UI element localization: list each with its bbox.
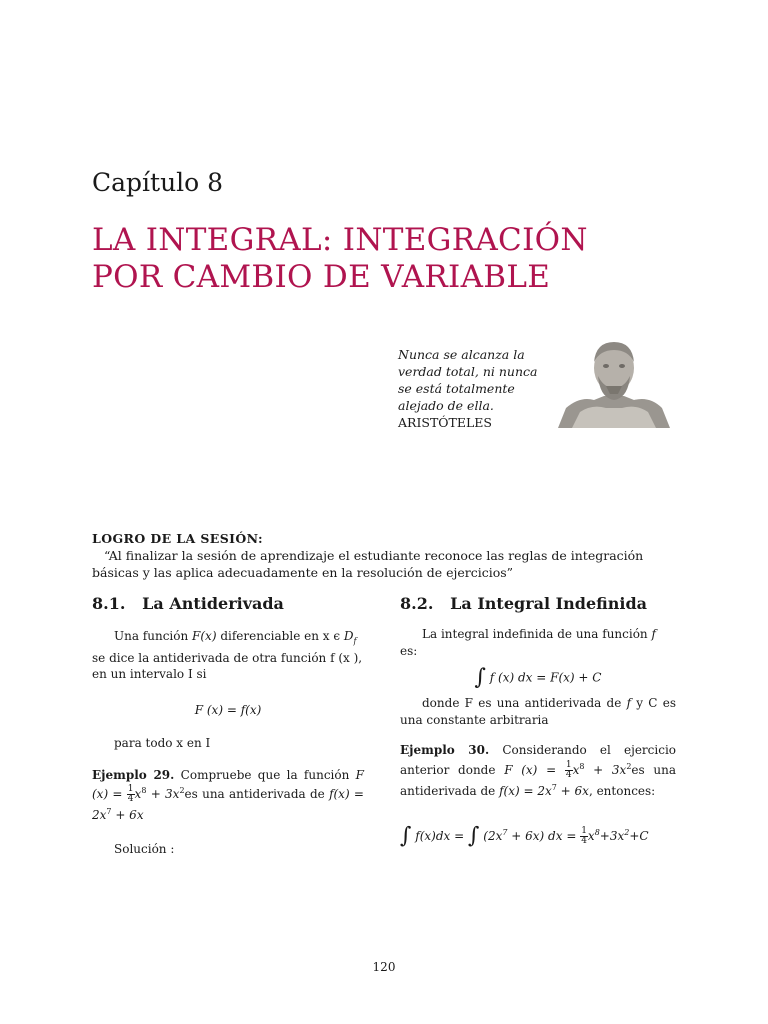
epigraph-line4: alejado de ella. — [398, 398, 494, 413]
epigraph-author: ARISTÓTELES — [398, 415, 492, 430]
indefinite-integral-intro: La integral indefinida de una función f es: — [400, 627, 656, 658]
section-title: La Integral Indefinida — [450, 594, 648, 613]
definition-paragraph: Una función F(x) diferenciable en x ϵ $D_f$ se dice la antiderivada de otra función f (x ), en un intervalo I si — [92, 629, 363, 682]
section-title: La Antiderivada — [142, 594, 284, 613]
equation-solution: ∫ f(x)dx = ∫ $(2x^7 + 6x)$ dx = $\frac{1}{4}$ $x^8+3x^2+C$ — [400, 823, 649, 849]
section-number: 8.1. — [92, 594, 126, 613]
equation-antiderivative: F (x) = f(x) — [194, 702, 262, 717]
section-8-1-heading — [92, 594, 284, 613]
integral-sign-icon: ∫ — [400, 823, 412, 849]
equation-indefinite-integral: ∫ f (x) dx = F(x) + C — [474, 665, 602, 690]
chapter-title-line2: POR CAMBIO DE VARIABLE — [92, 259, 551, 295]
chapter-label: Capítulo 8 — [92, 168, 224, 197]
epigraph-line2: verdad total, ni nunca — [398, 364, 538, 379]
chapter-title — [92, 222, 712, 296]
paragraph-para-todo: para todo x en I — [114, 736, 211, 751]
section-8-2-heading — [400, 594, 647, 613]
integral-sign-icon: ∫ — [468, 823, 480, 849]
paragraph-constant: donde F es una antiderivada de f y C es una constante arbitraria — [400, 696, 676, 727]
session-goal — [92, 530, 692, 581]
example-30: Ejemplo 30. Considerando el ejercicio anterior donde F (x) = $\frac{1}{4}$ $x^8 + 3x^2es$ una antiderivada de $f(x) = 2x^7 + 6x$, entonces: — [400, 743, 677, 798]
example-29: Ejemplo 29. Compruebe que la función F (x) = $\frac{1}{4}$ $x^8 + 3x^2es$ una antiderivada de $f(x) = 2x^7 + 6x$ — [92, 767, 364, 823]
aristotle-bust-image — [558, 334, 670, 428]
session-goal-heading: LOGRO DE LA SESIÓN: — [92, 531, 264, 546]
integral-sign-icon: ∫ — [474, 665, 486, 690]
session-goal-text: “Al finalizar la sesión de aprendizaje el estudiante reconoce las reglas de integración básicas y las aplica adecuadamente en la resolución de ejercicios” — [92, 548, 644, 580]
section-8-2-body — [400, 626, 676, 848]
epigraph — [398, 346, 548, 431]
epigraph-line1: Nunca se alcanza la — [398, 347, 525, 362]
chapter-title-line1: LA INTEGRAL: INTEGRACIÓN — [92, 222, 588, 258]
section-8-1-body — [92, 628, 364, 857]
page-number: 120 — [372, 960, 396, 974]
epigraph-line3: se está totalmente — [398, 381, 515, 396]
section-number: 8.2. — [400, 594, 434, 613]
solution-label: Solución : — [114, 841, 175, 856]
